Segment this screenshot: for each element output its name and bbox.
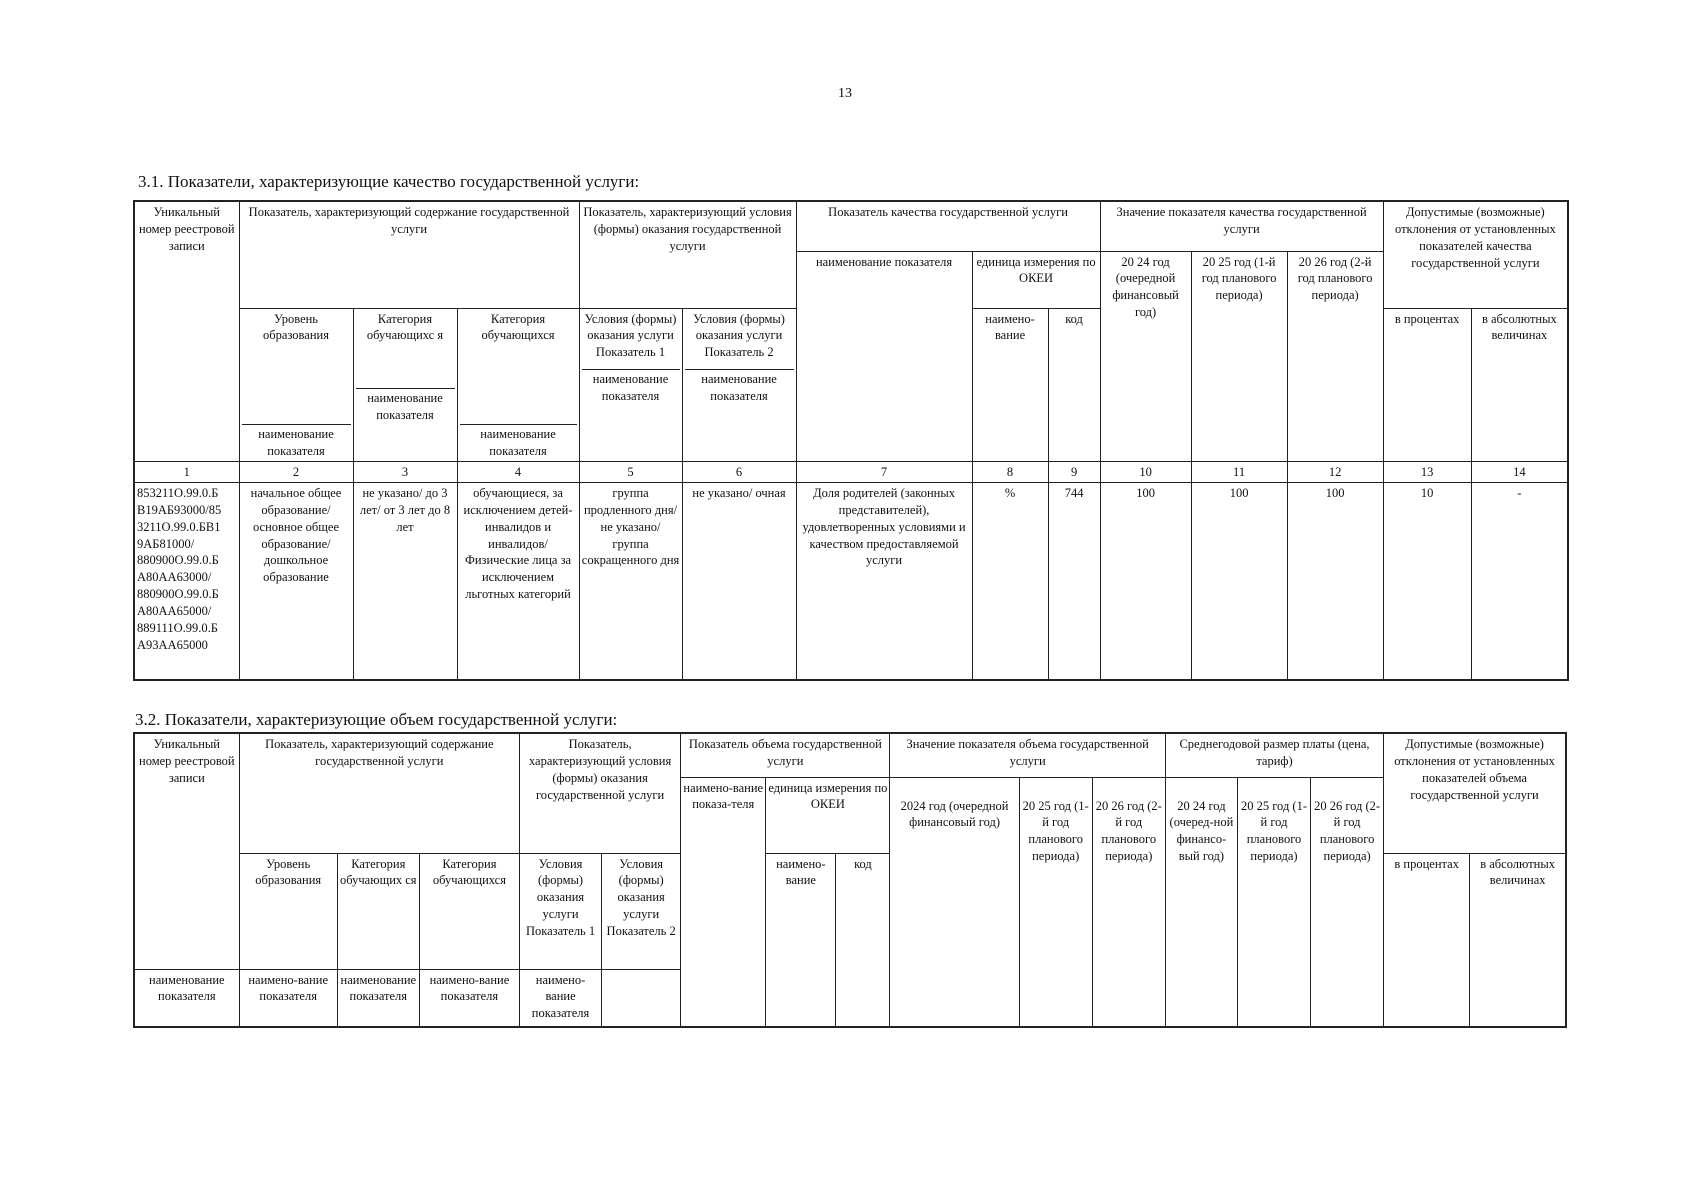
header-level: Уровень образования <box>239 853 337 969</box>
header-condition-1: Условия (формы) оказания услуги Показатель 1 <box>520 853 602 969</box>
header-fee-year-3: 20 26 год (2-й год планового периода) <box>1311 777 1384 1027</box>
col-num: 1 <box>134 462 239 483</box>
value-year-3: 100 <box>1287 482 1383 680</box>
header-unit-code: код <box>836 853 890 1027</box>
volume-section-title: 3.2. Показатели, характеризующие объем государственной услуги: <box>135 710 618 729</box>
unit-name: % <box>972 482 1048 680</box>
header-content: Показатель, характеризующий содержание государственной услуги <box>239 733 519 853</box>
condition-2: не указано/ очная <box>682 482 796 680</box>
student-category-2: обучающиеся, за исключением детей-инвалидов и инвалидов/ Физические лица за исключением льготных категорий <box>457 482 579 680</box>
header-category-2: Категория обучающихся <box>419 853 519 969</box>
header-fee: Среднегодовой размер платы (цена, тариф) <box>1165 733 1383 777</box>
header-condition-1: Условия (формы) оказания услуги Показатель 1 наименование показателя <box>579 308 682 462</box>
header-content: Показатель, характеризующий содержание государственной услуги <box>239 201 579 308</box>
header-absolute: в абсолютных величинах <box>1471 308 1568 462</box>
header-name-label: наименование показателя <box>134 969 239 1027</box>
header-year-1: 20 24 год (очередной финансовый год) <box>1100 251 1191 462</box>
column-numbers-row <box>134 462 1568 483</box>
header-name-label: наименование показателя <box>337 969 419 1027</box>
header-year-2: 20 25 год (1-й год планового периода) <box>1191 251 1287 462</box>
header-condition-2: Условия (формы) оказания услуги Показатель 2 <box>602 853 681 969</box>
header-registry: Уникальный номер реестровой записи <box>134 733 239 969</box>
col-num: 12 <box>1287 462 1383 483</box>
unit-code: 744 <box>1048 482 1100 680</box>
header-conditions: Показатель, характеризующий условия (формы) оказания государственной услуги <box>579 201 796 308</box>
header-unit: единица измерения по ОКЕИ <box>766 777 890 853</box>
header-unit-code: код <box>1048 308 1100 462</box>
header-indicator-name: наимено-вание показа-теля <box>681 777 766 1027</box>
quality-section-title: 3.1. Показатели, характеризующие качество государственной услуги: <box>138 172 640 191</box>
header-unit: единица измерения по ОКЕИ <box>972 251 1100 308</box>
col-num: 11 <box>1191 462 1287 483</box>
header-percent: в процентах <box>1384 853 1470 1027</box>
header-category-1: Категория обучающихс я наименование показателя <box>353 308 457 462</box>
col-num: 7 <box>796 462 972 483</box>
header-indicator-name: наименование показателя <box>796 251 972 462</box>
deviation-percent: 10 <box>1383 482 1471 680</box>
deviation-absolute: - <box>1471 482 1568 680</box>
col-num: 10 <box>1100 462 1191 483</box>
indicator-name: Доля родителей (законных представителей), удовлетворенных условиями и качеством предоставляемой услуги <box>796 482 972 680</box>
header-level: Уровень образования наименование показателя <box>239 308 353 462</box>
header-unit-name: наимено-вание <box>972 308 1048 462</box>
value-year-2: 100 <box>1191 482 1287 680</box>
header-conditions: Показатель, характеризующий условия (формы) оказания государственной услуги <box>520 733 681 853</box>
header-volume: Показатель объема государственной услуги <box>681 733 890 777</box>
col-num: 5 <box>579 462 682 483</box>
header-absolute: в абсолютных величинах <box>1470 853 1566 1027</box>
registry-number: 853211О.99.0.Б В19АБ93000/85 3211О.99.0.БВ1 9АБ81000/ 880900О.99.0.Б А80АА63000/ 880900О.99.0.Б А80АА65000/ 889111О.99.0.Б А93АА65000 <box>134 482 239 680</box>
header-quality-value: Значение показателя качества государственной услуги <box>1100 201 1383 251</box>
col-num: 13 <box>1383 462 1471 483</box>
header-condition-2: Условия (формы) оказания услуги Показатель 2 наименование показателя <box>682 308 796 462</box>
header-quality: Показатель качества государственной услуги <box>796 201 1100 251</box>
header-volume-year-2: 20 25 год (1-й год планового периода) <box>1019 777 1092 1027</box>
student-category-1: не указано/ до 3 лет/ от 3 лет до 8 лет <box>353 482 457 680</box>
col-num: 6 <box>682 462 796 483</box>
col-num: 4 <box>457 462 579 483</box>
empty-cell <box>602 969 681 1027</box>
header-fee-year-2: 20 25 год (1-й год планового периода) <box>1237 777 1310 1027</box>
condition-1: группа продленного дня/ не указано/ группа сокращенного дня <box>579 482 682 680</box>
volume-indicators-table <box>133 732 1567 1028</box>
header-volume-year-3: 20 26 год (2-й год планового периода) <box>1092 777 1165 1027</box>
header-registry: Уникальный номер реестровой записи <box>134 201 239 462</box>
education-level: начальное общее образование/ основное общее образование/ дошкольное образование <box>239 482 353 680</box>
table-row <box>134 482 1568 680</box>
header-unit-name: наимено-вание <box>766 853 836 1027</box>
col-num: 8 <box>972 462 1048 483</box>
value-year-1: 100 <box>1100 482 1191 680</box>
header-name-label: наимено-вание показателя <box>520 969 602 1027</box>
page-number: 13 <box>838 86 852 101</box>
header-year-3: 20 26 год (2-й год планового периода) <box>1287 251 1383 462</box>
header-volume-value: Значение показателя объема государственной услуги <box>890 733 1165 777</box>
col-num: 3 <box>353 462 457 483</box>
header-deviation: Допустимые (возможные) отклонения от установленных показателей качества государственной услуги <box>1383 201 1568 308</box>
quality-indicators-table <box>133 200 1569 681</box>
header-category-1: Категория обучающих ся <box>337 853 419 969</box>
header-name-label: наимено-вание показателя <box>239 969 337 1027</box>
header-fee-year-1: 20 24 год (очеред-ной финансо-вый год) <box>1165 777 1237 1027</box>
header-percent: в процентах <box>1383 308 1471 462</box>
header-deviation: Допустимые (возможные) отклонения от установленных показателей объема государственной услуги <box>1384 733 1566 853</box>
col-num: 14 <box>1471 462 1568 483</box>
header-name-label: наимено-вание показателя <box>419 969 519 1027</box>
col-num: 9 <box>1048 462 1100 483</box>
header-category-2: Категория обучающихся наименование показателя <box>457 308 579 462</box>
header-volume-year-1: 2024 год (очередной финансовый год) <box>890 777 1019 1027</box>
col-num: 2 <box>239 462 353 483</box>
